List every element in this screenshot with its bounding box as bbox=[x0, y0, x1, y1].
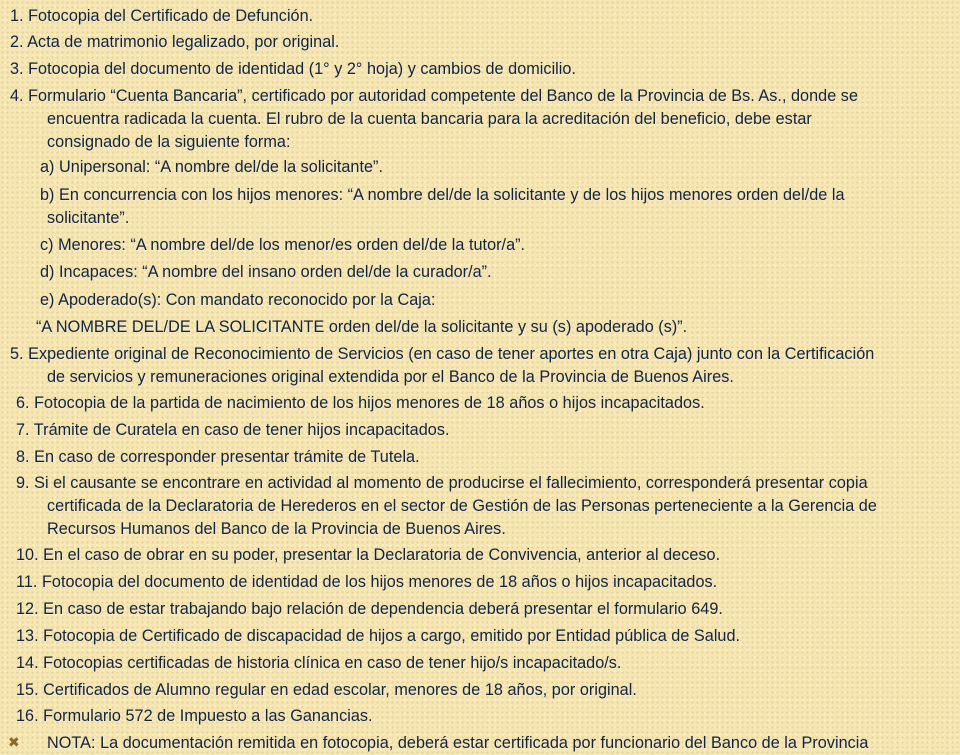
item-9-line-1: 9. Si el causante se encontrare en actividad al momento de producirse el fallecimiento, corresponderá presentar copia bbox=[16, 474, 868, 492]
item-3: 3. Fotocopia del documento de identidad (1° y 2° hoja) y cambios de domicilio. bbox=[10, 60, 576, 78]
item-5-line-1: 5. Expediente original de Reconocimiento de Servicios (en caso de tener aportes en otra Caja) junto con la Certificación bbox=[10, 345, 875, 363]
item-15: 15. Certificados de Alumno regular en edad escolar, menores de 18 años, por original. bbox=[16, 681, 637, 699]
item-9-line-2: certificada de la Declaratoria de Herederos en el sector de Gestión de las Personas perteneciente a la Gerencia de bbox=[47, 497, 877, 515]
item-4b-line-2: solicitante”. bbox=[47, 209, 130, 227]
item-4a: a) Unipersonal: “A nombre del/de la solicitante”. bbox=[40, 158, 383, 176]
x-mark-bullet-icon: ✖ bbox=[8, 734, 20, 750]
item-16: 16. Formulario 572 de Impuesto a las Ganancias. bbox=[16, 707, 373, 725]
item-10: 10. En el caso de obrar en su poder, presentar la Declaratoria de Convivencia, anterior al deceso. bbox=[16, 546, 721, 564]
item-12: 12. En caso de estar trabajando bajo relación de dependencia deberá presentar el formulario 649. bbox=[16, 600, 723, 618]
item-13: 13. Fotocopia de Certificado de discapacidad de hijos a cargo, emitido por Entidad pública de Salud. bbox=[16, 627, 741, 645]
item-4c: c) Menores: “A nombre del/de los menor/es orden del/de la tutor/a”. bbox=[40, 236, 526, 254]
item-4b-line-1: b) En concurrencia con los hijos menores: “A nombre del/de la solicitante y de los hijos menores orden del/de la bbox=[40, 186, 845, 204]
item-2: 2. Acta de matrimonio legalizado, por original. bbox=[10, 33, 340, 51]
item-4e: e) Apoderado(s): Con mandato reconocido por la Caja: bbox=[40, 291, 436, 309]
item-4-line-3: consignado de la siguiente forma: bbox=[47, 133, 291, 151]
item-14: 14. Fotocopias certificadas de historia clínica en caso de tener hijo/s incapacitado/s. bbox=[16, 654, 622, 672]
item-1: 1. Fotocopia del Certificado de Defunción. bbox=[10, 7, 314, 25]
item-8: 8. En caso de corresponder presentar trámite de Tutela. bbox=[16, 448, 420, 466]
item-4-line-1: 4. Formulario “Cuenta Bancaria”, certificado por autoridad competente del Banco de la Provincia de Bs. As., donde se bbox=[10, 87, 858, 105]
item-5-line-2: de servicios y remuneraciones original extendida por el Banco de la Provincia de Buenos Aires. bbox=[47, 368, 734, 386]
item-7: 7. Trámite de Curatela en caso de tener hijos incapacitados. bbox=[16, 421, 450, 439]
item-4-line-2: encuentra radicada la cuenta. El rubro de la cuenta bancaria para la acreditación del beneficio, debe estar bbox=[47, 110, 812, 128]
item-6: 6. Fotocopia de la partida de nacimiento de los hijos menores de 18 años o hijos incapacitados. bbox=[16, 394, 705, 412]
item-11: 11. Fotocopia del documento de identidad de los hijos menores de 18 años o hijos incapacitados. bbox=[16, 573, 718, 591]
note: NOTA: La documentación remitida en fotocopia, deberá estar certificada por funcionario del Banco de la Provincia bbox=[47, 734, 869, 752]
item-9-line-3: Recursos Humanos del Banco de la Provincia de Buenos Aires. bbox=[47, 520, 506, 538]
item-4d: d) Incapaces: “A nombre del insano orden del/de la curador/a”. bbox=[40, 263, 492, 281]
item-4e-detail: “A NOMBRE DEL/DE LA SOLICITANTE orden del/de la solicitante y su (s) apoderado (s)”. bbox=[36, 318, 688, 336]
